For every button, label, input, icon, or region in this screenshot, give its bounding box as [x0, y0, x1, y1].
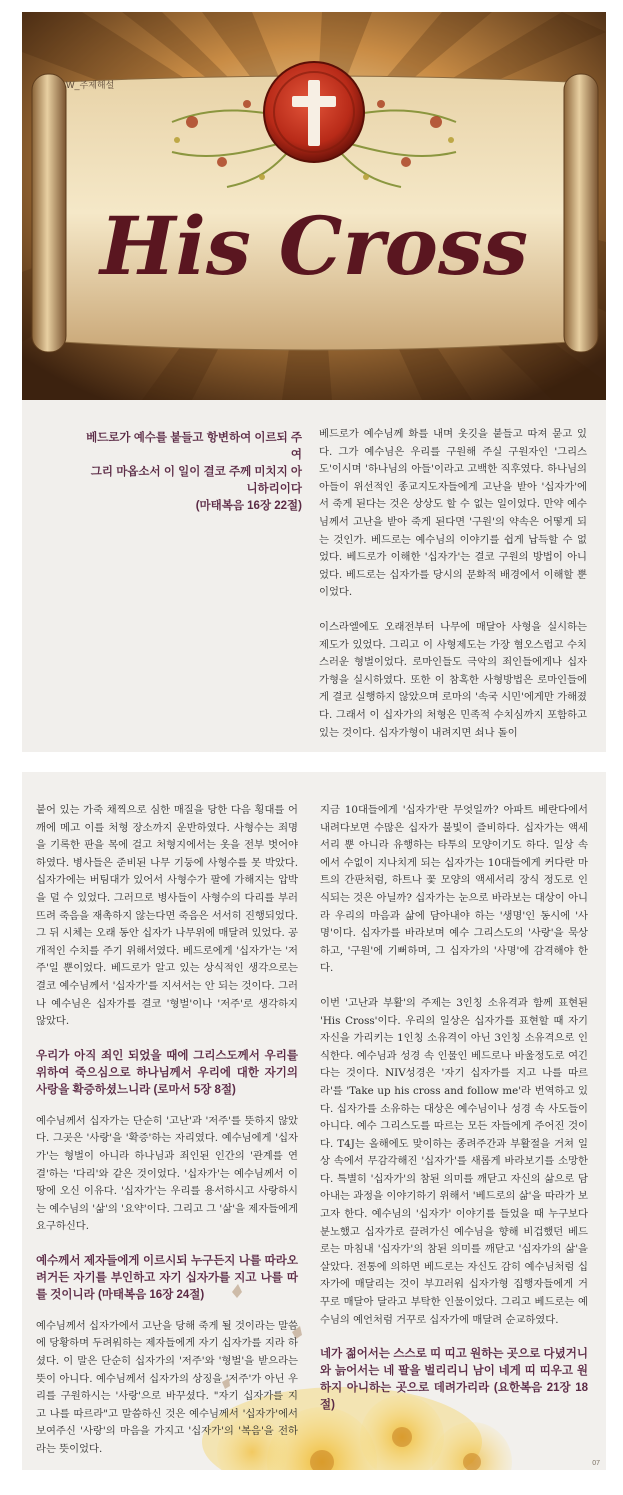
page2-right-column	[320, 802, 588, 1428]
magazine-page-top	[22, 12, 606, 752]
verse-john	[320, 1346, 588, 1414]
verse-reference: (로마서 5장 8절)	[153, 1083, 236, 1096]
banner-artwork	[22, 12, 606, 400]
title-his-cross: His Cross	[99, 199, 529, 293]
paragraph: 베드로가 예수님께 화를 내며 옷깃을 붙들고 따져 묻고 있다. 그가 예수님은 우리를 구원해 주실 구원자인 '그리스도'이시며 '하나님의 아들'이라고 고백한 직후였다. 하나님의 아들이 위선적인 종교지도자들에게 고난을 받아 '십자가'에서 죽게 된다는 것은 상상도 할 수 없는 일이었다. 만약 예수님께서 고난을 받아 죽게 된다면 '구원'의 약속은 어떻게 되는 것인가. 베드로는 예수님의 이야기를 쉽게 납득할 수 없었다. 베드로가 이해한 '십자가'는 결코 구원의 방법이 아니었다. 베드로는 십자가를 당시의 문화적 배경에서 이해할 뿐이었다.	[319, 428, 587, 599]
verse-line: 그리 마옵소서 이 일이 결코 주께 미치지 아니하리이다	[90, 466, 302, 495]
page1-body	[319, 426, 587, 752]
magazine-page-bottom	[22, 772, 606, 1470]
paragraph: 예수님께서 십자가에서 고난을 당해 죽게 될 것이라는 말씀에 당황하며 두려워하는 제자들에게 자기 십자가를 지라 하셨다. 이 말은 단순히 십자가의 '저주'와 '형벌'을 받으라는 뜻이 아니다. 예수님께서 십자가의 상징을 '저주'가 아닌 우리를 구원하시는 '사랑'으로 바꾸셨다. "자기 십자가를 지고 나를 따르라"고 말씀하신 것은 예수님께서 '십자가'에서 보여주신 '사랑'의 마음을 가지고 '십자가'의 '복음'을 전하라는 뜻이었다.	[36, 1319, 298, 1456]
verse-reference: (마태복음 16장 24절)	[97, 1288, 205, 1301]
verse-matthew	[36, 1253, 298, 1304]
header-banner	[22, 12, 606, 400]
opening-verse	[80, 430, 302, 515]
verse-reference: (마태복음 16장 22절)	[195, 500, 302, 512]
verse-romans	[36, 1048, 298, 1099]
verse-text: 우리가 아직 죄인 되었을 때에 그리스도께서 우리를 위하여 죽으심으로 하나님께서 우리에 대한 자기의 사랑을 확증하셨느니라	[36, 1049, 298, 1096]
paragraph: 붙어 있는 가죽 채찍으로 심한 매질을 당한 다음 횡대를 어깨에 메고 이를 처형 장소까지 운반하였다. 사형수는 죄명을 기록한 판을 목에 걸고 처형지에서는 옷을 전부 벗어야 하였다. 병사들은 준비된 나무 기둥에 사형수를 못 박았다. 십자가에는 버팀대가 있어서 사형수가 팔에 가해지는 압박을 덜 수 있었다. 그러므로 병사들이 사형수의 다리를 부러뜨려 죽음을 재촉하지 않는다면 죽음은 서서히 진행되었다. 그 뒤 시체는 오래 동안 십자가 나무위에 매달려 있었다. 공개적인 수치를 주기 위해서였다. 베드로에게 '십자가'는 '저주'일 뿐이었다. 베드로가 알고 있는 상식적인 생각으로는 결코 예수님께서 '십자가'를 지셔서는 안 되는 것이다. 그러나 예수님은 십자가를 결코 '형벌'이나 '저주'로 생각하지 않았다.	[36, 804, 298, 1028]
paragraph: 이스라엘에도 오래전부터 나무에 매달아 사형을 실시하는 제도가 있었다. 그리고 이 사형제도는 가장 혐오스럽고 수치스러운 형벌이었다. 로마인들도 극악의 죄인들에게나 십자가형을 실시하였다. 또한 이 참혹한 사형방법은 로마인들에게 결코 실행하지 않았으며 로마의 '속국 시민'에게만 가해졌다. 그래서 이 십자가의 처형은 민족적 수치심까지 포함하고 있는 것이다. 십자가형이 내려지면 쇠나 돌이	[319, 620, 587, 739]
verse-line: 베드로가 예수를 붙들고 항변하여 이르되 주여	[86, 432, 302, 461]
verse-text: 예수께서 제자들에게 이르시되 누구든지 나를 따라오려거든 자기를 부인하고 자기 십자가를 지고 나를 따를 것이니라	[36, 1254, 298, 1301]
section-tag: W_주제해설	[66, 80, 115, 90]
paragraph: 예수님께서 십자가는 단순히 '고난'과 '저주'를 뜻하지 않았다. 그곳은 '사랑'을 '확증'하는 자리였다. 예수님에게 '십자가'는 형벌이 아니라 하나님과 죄인된 인간의 '관계를 연결'하는 '다리'와 같은 것이었다. '십자가'는 예수님께서 이 땅에 오신 이유다. '십자가'는 우리를 용서하시고 사랑하시는 예수님의 '삶'의 '요약'이다. 그리고 그 '삶'을 제자들에게 요구하신다.	[36, 1114, 298, 1233]
page2-left-column	[36, 802, 298, 1470]
verse-reference: (요한복음 21장 18절)	[320, 1382, 588, 1412]
paragraph: 이번 '고난과 부활'의 주제는 3인칭 소유격과 함께 표현된 'His Cross'이다. 우리의 일상은 십자가를 표현할 때 자기 자신을 가리키는 1인칭 소유격이 아닌 3인칭 소유격으로 인식한다. 예수님과 성경 속 인물인 베드로나 바울정도로 여긴다는 것이다. NIV성경은 '자기 십자가를 지고 나를 따르라'를 'Take up his cross and follow me'라 번역하고 있다. 십자가를 소유하는 대상은 예수님이나 성경 속 사도들이 아니다. 예수 그리스도를 따르는 모든 자들에게 주어진 것이다. T4J는 올해에도 맞이하는 종려주간과 부활절을 거쳐 일상 속에서 무감각해진 '십자가'를 새롭게 바라보기를 소망한다. 특별히 '십자가'의 참된 의미를 깨닫고 자신의 삶으로 담아내는 과정을 이야기하기 위해서 '베드로의 삶'을 따라가 보고자 한다. 예수님의 '십자가' 이야기를 들었을 때 누구보다 분노했고 십자가로 끌려가신 예수님을 향해 비겁했던 베드로는 마침내 '십자가'의 참된 의미를 깨닫고 '십자가의 삶'을 살았다. 전통에 의하면 베드로는 자신도 감히 예수님처럼 십자가에 매달리는 것이 부끄러워 십자가형 집행자들에게 거꾸로 매달아 달라고 부탁한 인물이었다. 그리고 베드로는 예수님의 예언처럼 거꾸로 십자가에 매달려 순교하였다.	[320, 996, 588, 1326]
page-number: 07	[592, 1460, 600, 1467]
verse-text: 네가 젊어서는 스스로 띠 띠고 원하는 곳으로 다녔거니와 늙어서는 네 팔을 벌리리니 남이 네게 띠 띠우고 원하지 아니하는 곳으로 데려가리라	[320, 1348, 588, 1395]
paragraph: 지금 10대들에게 '십자가'란 무엇일까? 아파트 베란다에서 내려다보면 수많은 십자가 불빛이 즐비하다. 십자가는 액세서리 뿐 아니라 유행하는 타투의 모양이기도 하다. 일상 속에서 수없이 지나치게 되는 십자가는 10대들에게 커다란 마트의 간판처럼, 하트나 꽃 모양의 액세서리 장식 정도로 인식되는 것은 아닐까? 십자가는 눈으로 바라보는 대상이 아니라 우리의 마음과 삶에 담아내야 하는 '생명'인 동시에 '사명'이다. 십자가를 바라보며 예수 그리스도의 '사랑'을 묵상하고, '구원'에 기뻐하며, 그 십자가의 '사명'에 감격해야 한다.	[320, 804, 588, 975]
